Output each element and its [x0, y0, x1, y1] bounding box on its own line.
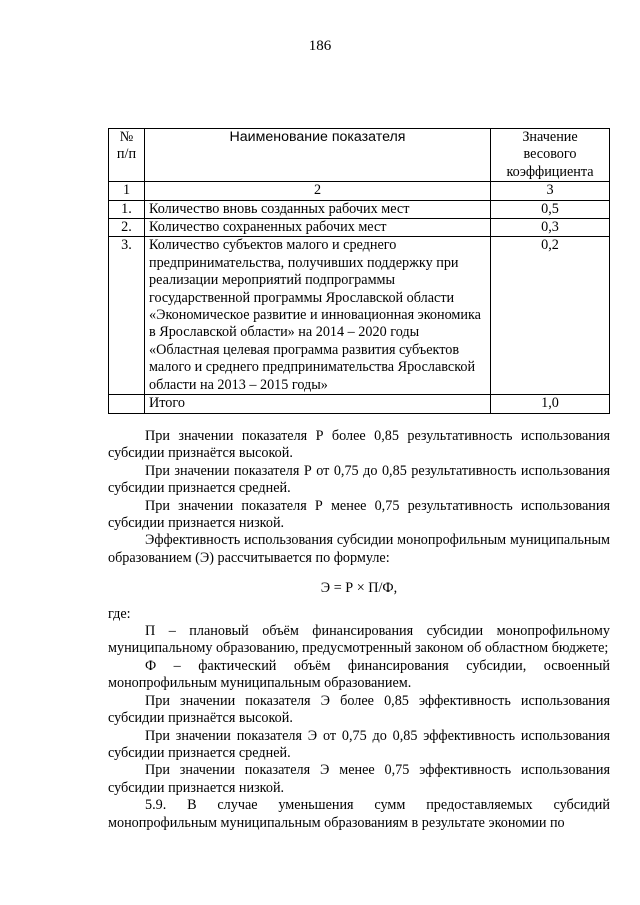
column-number: 1 — [109, 182, 145, 200]
table-total-row — [109, 395, 610, 413]
paragraph: При значении показателя Э более 0,85 эффективность использования субсидии признаётся высокой. — [108, 692, 610, 727]
paragraph: П – плановый объём финансирования субсидии монопрофильному муниципальному образованию, предусмотренный законом об областном бюджете; — [108, 623, 610, 657]
header-indicator-name: Наименование показателя — [145, 129, 491, 182]
paragraph: При значении показателя Р менее 0,75 результативность использования субсидии признается низкой. — [108, 497, 610, 532]
column-number: 3 — [491, 182, 610, 200]
table-row — [109, 200, 610, 218]
row-value: 0,2 — [491, 237, 610, 395]
body-text — [108, 428, 610, 832]
paragraph: 5.9. В случае уменьшения сумм предоставляемых субсидий монопрофильным муниципальным образованиям в результате экономии по — [108, 797, 610, 831]
table-header-row — [109, 129, 610, 182]
row-number — [109, 395, 145, 413]
table-row — [109, 219, 610, 237]
paragraph: Эффективность использования субсидии монопрофильным муниципальным образованием (Э) рассчитывается по формуле: — [108, 532, 610, 566]
header-number: № п/п — [109, 129, 145, 182]
indicators-table — [108, 128, 610, 414]
where-label: где: — [108, 605, 131, 622]
row-name: Количество вновь созданных рабочих мест — [145, 200, 491, 218]
paragraph: При значении показателя Э менее 0,75 эффективность использования субсидии признается низкой. — [108, 762, 610, 796]
page-number: 186 — [308, 38, 332, 54]
paragraph: При значении показателя Р более 0,85 результативность использования субсидии признаётся высокой. — [108, 428, 610, 462]
row-value: 0,3 — [491, 219, 610, 237]
column-numbers-row — [109, 182, 610, 200]
table-row — [109, 237, 610, 395]
row-number: 1. — [109, 200, 145, 218]
row-name: Количество субъектов малого и среднего предпринимательства, получивших поддержку при реализации мероприятий подпрограммы государственной программы Ярославской области «Экономическое развитие и инновационная экономика в Ярославской области» на 2014 – 2020 годы «Областная целевая программа развития субъектов малого и среднего предпринимательства Ярославской области на 2013 – 2015 годы» — [145, 237, 491, 395]
row-number: 3. — [109, 237, 145, 395]
row-name: Количество сохраненных рабочих мест — [145, 219, 491, 237]
paragraph: Ф – фактический объём финансирования субсидии, освоенный монопрофильным муниципальным образованием. — [108, 657, 610, 692]
row-name: Итого — [145, 395, 491, 413]
paragraph: При значении показателя Р от 0,75 до 0,85 результативность использования субсидии признается средней. — [108, 462, 610, 497]
header-weight: Значение весового коэффициента — [491, 129, 610, 182]
formula: Э = Р × П/Ф, — [320, 580, 398, 597]
row-value: 0,5 — [491, 200, 610, 218]
row-value: 1,0 — [491, 395, 610, 413]
row-number: 2. — [109, 219, 145, 237]
paragraph: При значении показателя Э от 0,75 до 0,85 эффективность использования субсидии признается средней. — [108, 727, 610, 761]
column-number: 2 — [145, 182, 491, 200]
